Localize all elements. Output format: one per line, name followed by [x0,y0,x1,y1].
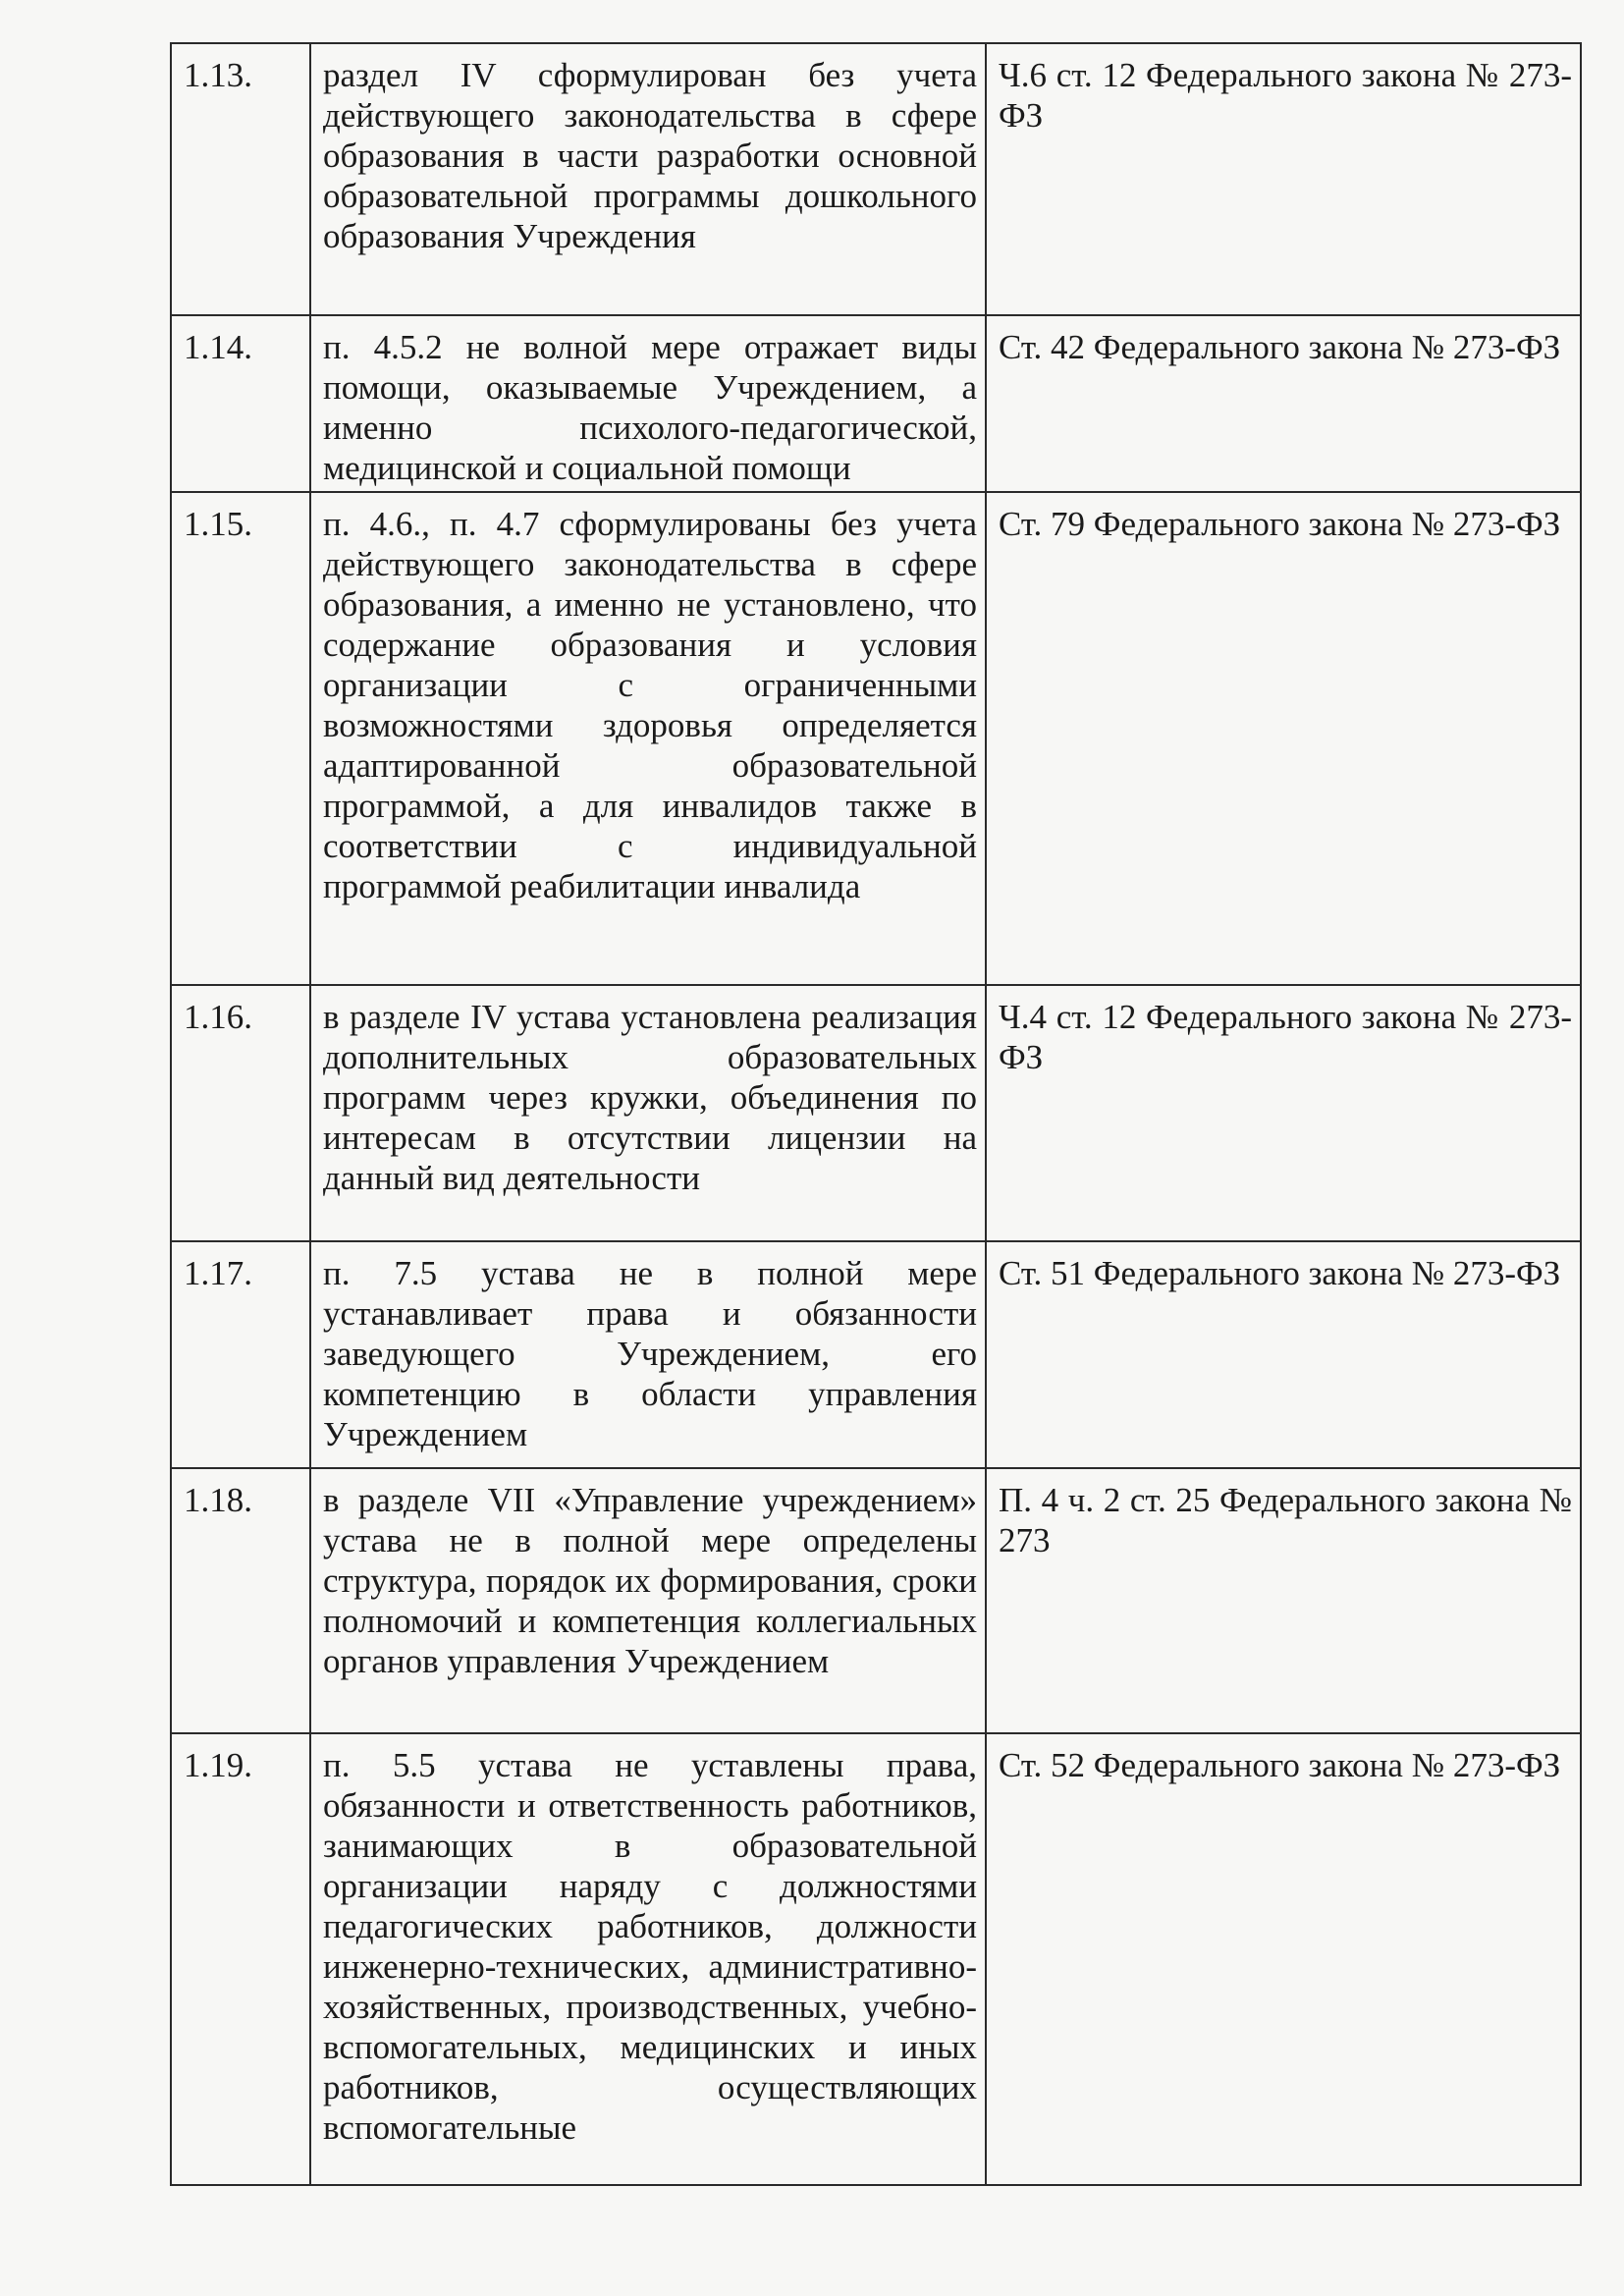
row-number: 1.15. [171,492,310,985]
row-number: 1.17. [171,1241,310,1468]
table-row [171,43,1581,315]
row-legal-reference: Ст. 52 Федерального закона № 273-ФЗ [986,1733,1581,2185]
row-number: 1.14. [171,315,310,492]
row-number: 1.16. [171,985,310,1241]
table-row [171,492,1581,985]
row-legal-reference: Ч.6 ст. 12 Федерального закона № 273-ФЗ [986,43,1581,315]
row-description: п. 4.5.2 не волной мере отражает виды помощи, оказываемые Учреждением, а именно психолого-педагогической, медицинской и социальной помощи [310,315,986,492]
row-description: п. 4.6., п. 4.7 сформулированы без учета действующего законодательства в сфере образования, а именно не установлено, что содержание образования и условия организации с ограниченными возможностями здоровья определяется адаптированной образовательной программой, а для инвалидов также в соответствии с индивидуальной программой реабилитации инвалида [310,492,986,985]
table-row [171,315,1581,492]
table-row [171,985,1581,1241]
row-number: 1.19. [171,1733,310,2185]
row-description: п. 7.5 устава не в полной мере устанавливает права и обязанности заведующего Учреждением, его компетенцию в области управления Учреждением [310,1241,986,1468]
row-legal-reference: Ст. 79 Федерального закона № 273-ФЗ [986,492,1581,985]
violations-table [170,42,1582,2186]
row-description: п. 5.5 устава не уставлены права, обязанности и ответственность работников, занимающих в образовательной организации наряду с должностями педагогических работников, должности инженерно-технических, административно-хозяйственных, производственных, учебно-вспомогательных, медицинских и иных работников, осуществляющих вспомогательные [310,1733,986,2185]
row-legal-reference: П. 4 ч. 2 ст. 25 Федерального закона № 273 [986,1468,1581,1733]
row-description: в разделе IV устава установлена реализация дополнительных образовательных программ через кружки, объединения по интересам в отсутствии лицензии на данный вид деятельности [310,985,986,1241]
table-row [171,1241,1581,1468]
row-legal-reference: Ст. 42 Федерального закона № 273-ФЗ [986,315,1581,492]
row-description: в разделе VII «Управление учреждением» устава не в полной мере определены структура, порядок их формирования, сроки полномочий и компетенция коллегиальных органов управления Учреждением [310,1468,986,1733]
row-legal-reference: Ч.4 ст. 12 Федерального закона № 273-ФЗ [986,985,1581,1241]
row-number: 1.18. [171,1468,310,1733]
table-row [171,1468,1581,1733]
row-legal-reference: Ст. 51 Федерального закона № 273-ФЗ [986,1241,1581,1468]
row-description: раздел IV сформулирован без учета действующего законодательства в сфере образования в части разработки основной образовательной программы дошкольного образования Учреждения [310,43,986,315]
row-number: 1.13. [171,43,310,315]
table-row [171,1733,1581,2185]
